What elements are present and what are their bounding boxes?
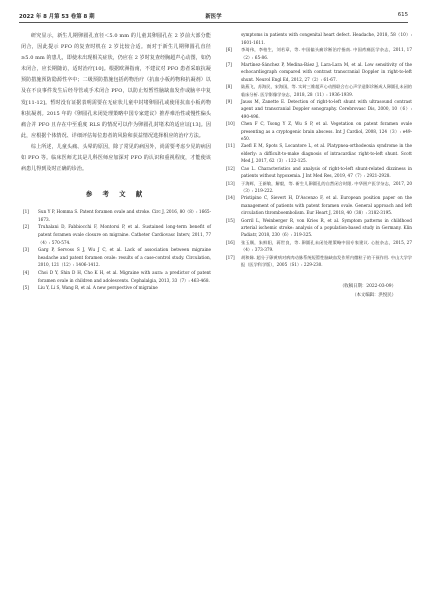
- reference-text: Truhalani D, Fabbiocchi F, Montorsi P, et al. Sustained long-term benefit of patent foramen ovale closure on migraine. Catheter Cardiovasc Interv, 2011, 77（4）: 570-574.: [38, 224, 211, 245]
- reference-number: [8]: [226, 84, 232, 90]
- reference-text: Choi D Y, Shin D H, Cho K H, et al. Migraine with aura: a predictor of patent foramen ovale in children and adolescents. Cephalalgia, 2013, 33（7）: 463-468.: [38, 269, 211, 283]
- reference-item: [21, 208, 211, 223]
- reference-number: [9]: [226, 99, 232, 105]
- reference-text: 陆燕飞，苏海民，宋海国，等. 实时三维超声心动图联合右心声学造影诊断成人卵圆孔未闭的临床分析. 医学影像学杂志，2018, 28（11）: 1936-1939.: [241, 84, 412, 97]
- reference-text: 李琦伟，李柏生，刘若章，等. 中国偏头痛诊断治疗指南. 中国疼痛医学杂志，2011, 17（2）: 65-86.: [241, 47, 412, 60]
- reference-text: Liu Y, Li S, Wang R, et al. A new perspective of migraine: [38, 285, 158, 291]
- page-number: 615: [397, 12, 408, 18]
- reference-text: 张玉顺，朱鲜阳，蒋世良，等. 卵圆孔未闭处理策略中国专家建议. 心脏杂志，2015, 27（4）: 373-379.: [241, 239, 412, 253]
- reference-item: [224, 217, 412, 239]
- reference-item: [21, 246, 211, 269]
- reference-item: [224, 180, 412, 195]
- reference-item: [224, 46, 412, 61]
- reference-item: [224, 165, 412, 180]
- references-list-right: [224, 46, 412, 268]
- reference-item: [21, 269, 211, 284]
- reference-number: [4]: [23, 269, 29, 275]
- reference-text: Sun Y P, Homma S. Patent foramen ovale and stroke. Circ J, 2016, 80（8）: 1665-1673.: [38, 209, 211, 222]
- reference-number: [3]: [23, 247, 29, 253]
- reference-5-continuation: symptoms in patients with congenital heart defect. Headache, 2018, 58（10）: 1601-1611.: [241, 32, 412, 45]
- reference-text: 于海辉，王新敏，解毅，等. 新生儿卵圆孔的自然闭合时限. 中华围产医学杂志，2017, 20（3）: 219-222.: [241, 180, 412, 193]
- reference-number: [2]: [23, 224, 29, 230]
- reference-number: [12]: [226, 165, 235, 171]
- reference-text: Pristipino C, Sievert H, D'Ascenzo F, et al. European position paper on the management of patients with patent foramen ovale. General approach and left circulation thromboembolism. Eur Heart J, 2018, 40（38）: 3182-3195.: [241, 195, 412, 216]
- body-paragraph-2: 综上所述，儿童头痛、头晕的原因，除了常见的病因外，尚需要考虑少见的病因如 PFO 等。临床医师尤其是儿科医师应加深对 PFO 的认识和重视程度，才能使该病患儿得到及时正确的诊治。: [21, 143, 211, 173]
- running-header: [19, 12, 408, 22]
- reference-number: [7]: [226, 62, 232, 67]
- reference-number: [11]: [226, 143, 235, 149]
- reference-item: [224, 254, 412, 269]
- journal-name: 新医学: [205, 14, 222, 20]
- left-column: [21, 31, 211, 292]
- reference-text: Chen F C, Tsong Y Z, Wu S P, et al. Vegetation on patent foramen ovale presenting as a cryptogenic brain abscess. Int J Cardiol, 2008, 124（3）: e49-e50.: [241, 121, 412, 142]
- reference-text: Jauss M, Zanette E. Detection of right-to-left shunt with ultrasound contrast agent and transcranial Doppler sonography. Cerebrovasc Dis, 2000, 10（6）: 490-496.: [241, 99, 412, 119]
- body-paragraph-1: 研究显示，新生儿期卵圆孔直径＜5.0 mm 的儿童其卵圆孔在 2 岁前大部分能闭合，因此提示 PFO 的复查时机在 2 岁比较合适。而对于新生儿期卵圆孔直径≥5.0 mm 的患儿，即使未出现相关症状，仍应在 2 岁时复查经胸超声心动图，如仍未闭合，应长期随访，适时治疗[10]。根据欧洲指南，不建议对 PFO 患者采取抗凝预防措施预防隐源性卒中；二级预防措施包括药物治疗（抗血小板药物和抗凝剂）以及在不良事件发生后经导管或手术闭合 PFO，以防止短暂性脑缺血发作或脑卒中复发[11-12]。暂时没有证据表明需要在无症状儿童中封堵卵圆孔或使用抗血小板药物和抗凝剂。2015 年的《卵圆孔未闭处理策略中国专家建议》推荐难治性或慢性偏头痛合并 PFO 且存在中至重度 RLS 的情况可以作为卵圆孔封堵术的适应证[13]。因此，应根据个体情况、详细评估每位患者的风险和获益情况选择相应的治疗方法。: [21, 33, 211, 139]
- reference-number: [16]: [226, 239, 235, 245]
- reference-item: [224, 142, 412, 164]
- editor-note: （本文编辑：洪悦民）: [352, 293, 396, 299]
- references-heading: 参 考 文 献: [85, 190, 147, 199]
- references-list-left: [21, 208, 211, 292]
- reference-item: [224, 239, 412, 254]
- reference-text: Zaefl E M, Spots S, Locantore L, et al. Platypnea-orthodeoxia syndrome in the elderly: a difficult-to-make diagnosis of intracardiac right-to-left shunt. Scott Med J, 2017, 62（3）: 122-125.: [241, 143, 412, 164]
- reference-item: [224, 98, 412, 120]
- reference-text: Gorril L, Weinberger R, von Kries R, et al. Symptom patterns in childhood arterial ischemic stroke: analysis of a population-based study in Germany. Klin Padiatr, 2018, 230（6）: 319-325.: [241, 217, 412, 238]
- reference-text: Cao L. Characteristics and analysis of right-to-left shunt-related dizziness in patients without hypoxemia. J Int Med Res, 2019, 47（7）: 2921-2928.: [241, 165, 412, 179]
- reference-number: [13]: [226, 180, 235, 186]
- reference-text: Garg P, Servoss S J, Wu J C, et al. Lack of association between migraine headache and patent foramen ovale: results of a case-control study. Circulation, 2010, 121（12）: 1406-1412.: [38, 247, 211, 268]
- header-rule: [19, 22, 408, 23]
- received-date: （收稿日期：2022-03-09）: [339, 284, 396, 290]
- reference-number: [10]: [226, 121, 235, 127]
- reference-number: [14]: [226, 195, 235, 201]
- reference-number: [1]: [23, 209, 29, 215]
- reference-number: [6]: [226, 47, 232, 53]
- reference-item: [21, 284, 211, 292]
- reference-text: Martínez-Sánchez P, Medina-Báez J, Lara-Lara M, et al. Low sensitivity of the echocardiograph compared with contrast transcranial Doppler in right-to-left shunt. Neurol Engl Ed, 2012, 27（2）: 61-67.: [241, 62, 412, 82]
- reference-item: [224, 61, 412, 83]
- right-column: [224, 31, 412, 300]
- reference-item: [224, 83, 412, 98]
- reference-number: [15]: [226, 217, 235, 223]
- reference-number: [5]: [23, 285, 29, 291]
- reference-item: [21, 223, 211, 246]
- reference-item: [224, 194, 412, 216]
- reference-text: 胡和娣. 超分子卵黄病对病肉动脉系统短暂性脑缺血发作所内微粒子的干预作用. 中山大学学报（医学科学版），2005（S1）: 229-230.: [241, 254, 412, 267]
- journal-issue: 2022 年 8 月第 53 卷第 8 期: [19, 14, 95, 20]
- reference-item: [224, 120, 412, 142]
- reference-number: [17]: [226, 254, 235, 260]
